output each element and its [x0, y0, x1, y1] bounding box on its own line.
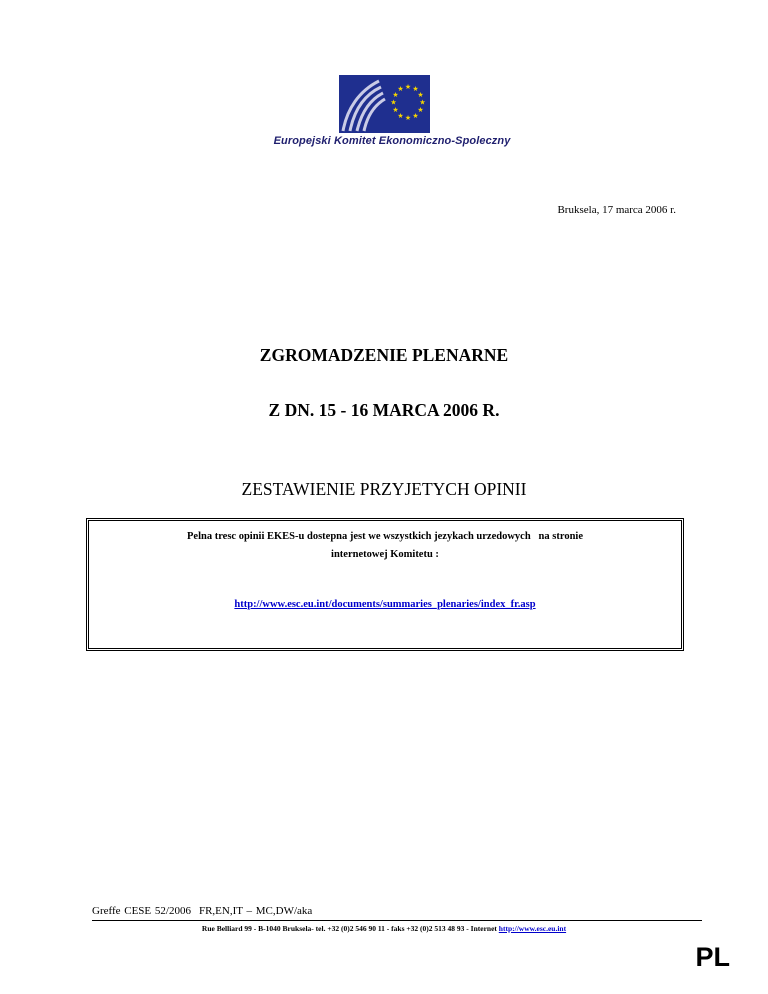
organization-name — [0, 135, 768, 147]
reference-number: Greffe CESE 52/2006 — [92, 905, 191, 917]
svg-text:★: ★ — [404, 83, 412, 91]
summaries-link[interactable]: http://www.esc.eu.int/documents/summaries_plenaries/index_fr.asp — [234, 599, 536, 610]
svg-text:★: ★ — [412, 112, 419, 120]
footer-address — [0, 924, 768, 933]
subtitle-adopted-opinions: ZESTAWIENIE PRZYJETYCH OPINII — [241, 479, 527, 499]
document-date: Bruksela, 17 marca 2006 r. — [557, 204, 676, 216]
reference-languages: FR,EN,IT – MC,DW/aka — [198, 905, 313, 917]
eesc-logo-icon — [339, 75, 430, 133]
svg-text:★: ★ — [417, 106, 424, 114]
document-reference — [92, 905, 312, 917]
svg-text:★: ★ — [397, 85, 404, 93]
info-text-line2: internetowej Komitetu : — [331, 549, 439, 560]
svg-text:★: ★ — [390, 98, 397, 107]
svg-text:★: ★ — [397, 112, 404, 120]
svg-text:★: ★ — [417, 91, 424, 99]
organization-name-text: Europejski Komitet Ekonomiczno-Spoleczny — [273, 135, 511, 147]
svg-text:★: ★ — [412, 85, 419, 93]
svg-text:★: ★ — [404, 114, 412, 122]
language-code: PL — [695, 942, 730, 972]
info-box — [86, 518, 684, 651]
title-plenary-session: ZGROMADZENIE PLENARNE — [259, 345, 509, 365]
info-text-line1: Pelna tresc opinii EKES-u dostepna jest we wszystkich jezykach urzedowych na stronie — [187, 531, 583, 542]
footer-website-link[interactable]: http://www.esc.eu.int — [498, 924, 567, 933]
svg-text:★: ★ — [419, 98, 426, 107]
svg-text:★: ★ — [392, 91, 399, 99]
footer-address-text: Rue Belliard 99 - B-1040 Bruksela- tel. +32 (0)2 546 90 11 - faks +32 (0)2 513 48 93 - Internet — [201, 924, 499, 933]
svg-text:★: ★ — [392, 106, 399, 114]
info-text — [89, 528, 681, 564]
footer-divider — [92, 920, 702, 921]
title-session-dates: Z DN. 15 - 16 MARCA 2006 R. — [268, 400, 500, 420]
